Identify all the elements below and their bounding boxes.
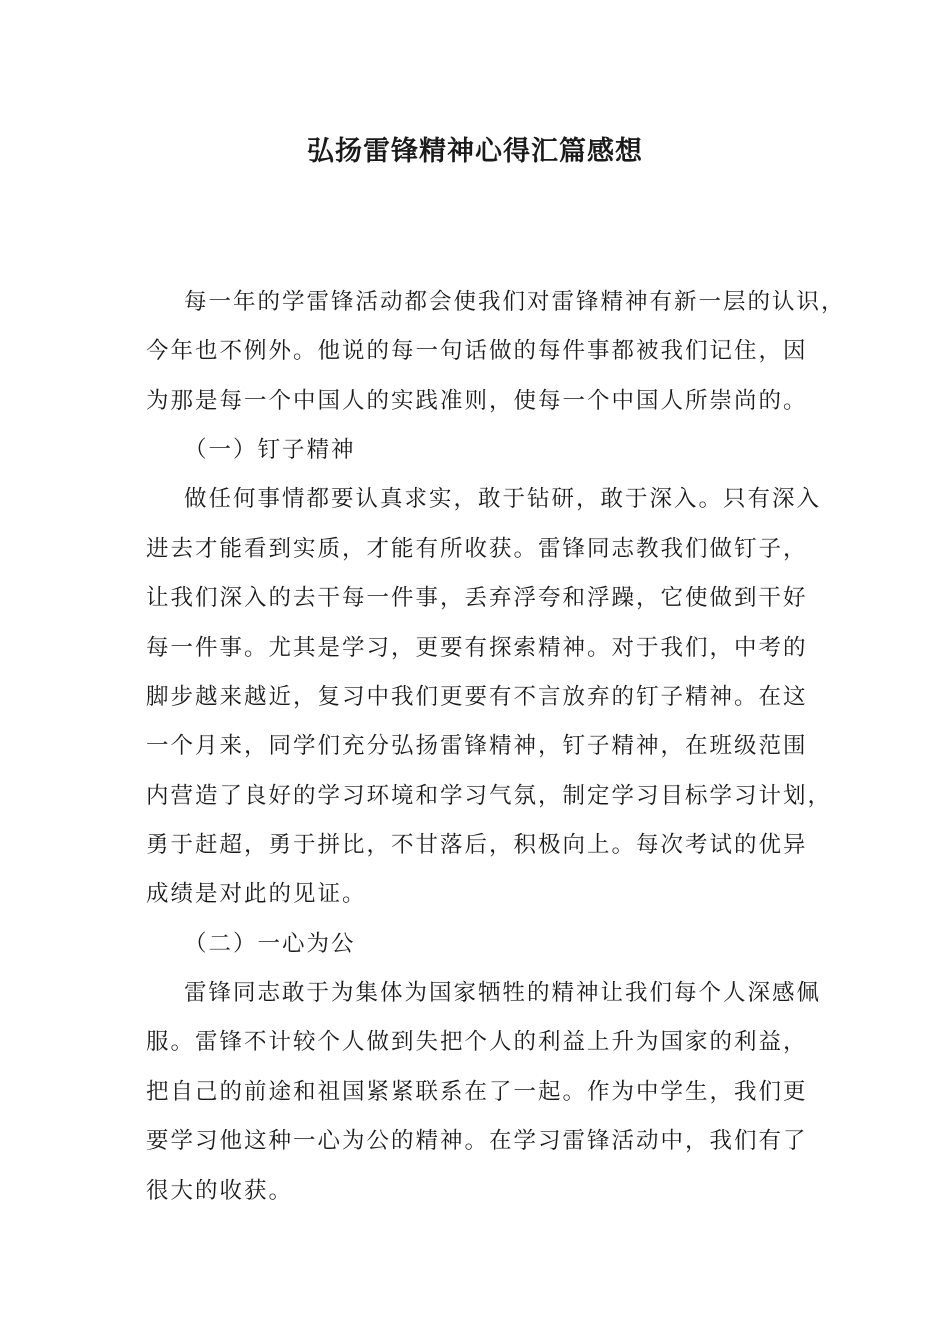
paragraph-2-line-5: 脚步越来越近，复习中我们更要有不言放弃的钉子精神。在这 bbox=[146, 684, 808, 710]
paragraph-1-line-1: 每一年的学雷锋活动都会使我们对雷锋精神有新一层的认识， bbox=[184, 289, 846, 315]
paragraph-2-line-1: 做任何事情都要认真求实，敢于钻研，敢于深入。只有深入 bbox=[184, 486, 822, 512]
paragraph-3-line-5: 很大的收获。 bbox=[146, 1178, 294, 1204]
paragraph-3-line-2: 服。雷锋不计较个人做到失把个人的利益上升为国家的利益， bbox=[146, 1029, 808, 1055]
paragraph-2-line-7: 内营造了良好的学习环境和学习气氛，制定学习目标学习计划， bbox=[146, 783, 833, 809]
section-heading-1: （一）钉子精神 bbox=[184, 437, 356, 463]
paragraph-2-line-9: 成绩是对此的见证。 bbox=[146, 881, 367, 907]
paragraph-1-line-2: 今年也不例外。他说的每一句话做的每件事都被我们记住，因 bbox=[146, 338, 808, 364]
paragraph-2-line-2: 进去才能看到实质，才能有所收获。雷锋同志教我们做钉子， bbox=[146, 536, 808, 562]
paragraph-2-line-4: 每一件事。尤其是学习，更要有探索精神。对于我们，中考的 bbox=[146, 635, 808, 661]
paragraph-3-line-1: 雷锋同志敢于为集体为国家牺牲的精神让我们每个人深感佩 bbox=[184, 980, 822, 1006]
paragraph-2-line-8: 勇于赶超，勇于拼比，不甘落后，积极向上。每次考试的优异 bbox=[146, 832, 808, 858]
section-heading-2: （二）一心为公 bbox=[184, 931, 356, 957]
paragraph-2-line-3: 让我们深入的去干每一件事，丢弃浮夸和浮躁，它使做到干好 bbox=[146, 585, 808, 611]
paragraph-1-line-3: 为那是每一个中国人的实践准则，使每一个中国人所崇尚的。 bbox=[146, 388, 808, 414]
paragraph-3-line-3: 把自己的前途和祖国紧紧联系在了一起。作为中学生，我们更 bbox=[146, 1079, 808, 1105]
paragraph-2-line-6: 一个月来，同学们充分弘扬雷锋精神，钉子精神，在班级范围 bbox=[146, 733, 808, 759]
document-title: 弘扬雷锋精神心得汇篇感想 bbox=[307, 136, 643, 167]
paragraph-3-line-4: 要学习他这种一心为公的精神。在学习雷锋活动中，我们有了 bbox=[146, 1128, 808, 1154]
